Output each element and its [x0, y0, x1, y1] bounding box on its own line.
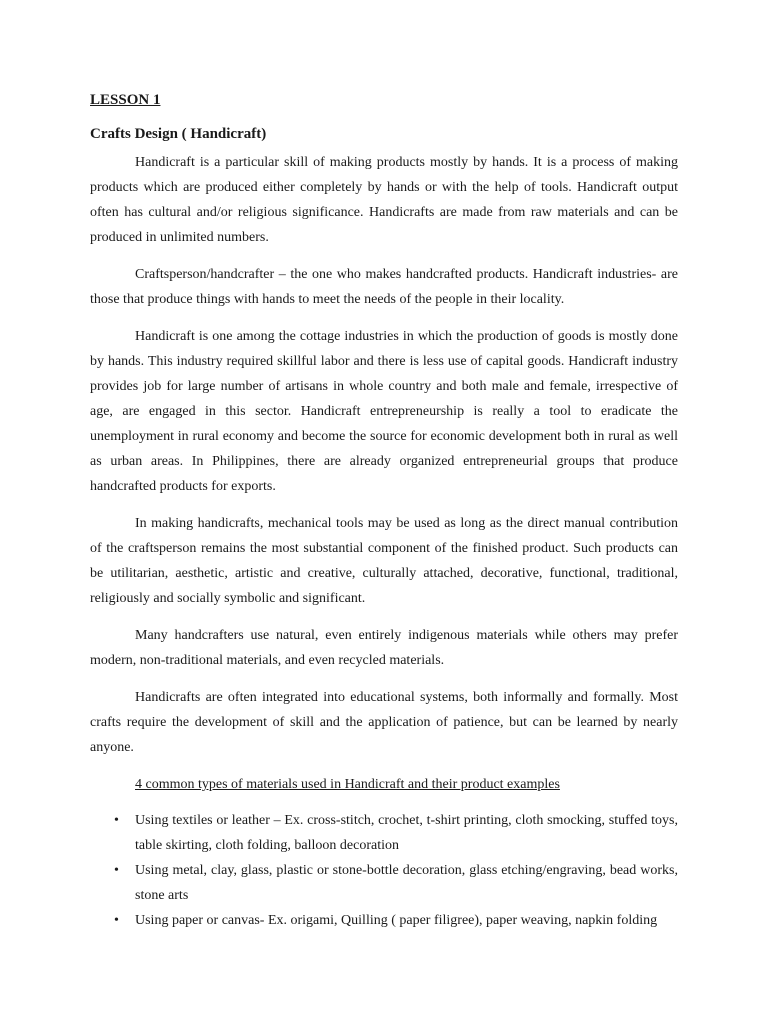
bullet-icon: • [114, 813, 119, 828]
lesson-title: LESSON 1 [90, 92, 161, 108]
paragraph-materials: Many handcrafters use natural, even entirely indigenous materials while others may prefer modern, non-traditional materials, and even recycled materials. [90, 628, 678, 668]
list-item-text: Using metal, clay, glass, plastic or stone-bottle decoration, glass etching/engraving, bead works, stone arts [135, 863, 678, 903]
paragraph-handicraft-definition: Handicraft is a particular skill of making products mostly by hands. It is a process of making products which are produced either completely by hands or with the help of tools. Handicraft output often has cultural and/or religious significance. Handicrafts are made from raw materials and can be produced in unlimited numbers. [90, 155, 678, 245]
document-body [90, 88, 678, 933]
bullet-icon: • [114, 863, 119, 878]
bullet-icon: • [114, 913, 119, 928]
paragraph-mechanical-tools: In making handicrafts, mechanical tools may be used as long as the direct manual contribution of the craftsperson remains the most substantial component of the finished product. Such products can be utilitarian, aesthetic, artistic and creative, culturally attached, decorative, functional, traditional, religiously and socially symbolic and significant. [90, 516, 678, 606]
list-item [90, 858, 678, 908]
list-item [90, 908, 678, 933]
paragraph-cottage-industry: Handicraft is one among the cottage industries in which the production of goods is mostly done by hands. This industry required skillful labor and there is less use of capital goods. Handicraft industry provides job for large number of artisans in whole country and both male and female, irrespective of age, are engaged in this sector. Handicraft entrepreneurship is really a tool to eradicate the unemployment in rural economy and become the source for economic development both in rural as well as urban areas. In Philippines, there are already organized entrepreneurial groups that produce handcrafted products for exports. [90, 329, 678, 494]
paragraph-education: Handicrafts are often integrated into educational systems, both informally and formally. Most crafts require the development of skill and the application of patience, but can be learned by nearly anyone. [90, 690, 678, 755]
materials-list [90, 808, 678, 933]
list-item-text: Using paper or canvas- Ex. origami, Quilling ( paper filigree), paper weaving, napkin folding [135, 913, 658, 928]
materials-heading: 4 common types of materials used in Handicraft and their product examples [135, 777, 560, 792]
paragraph-craftsperson: Craftsperson/handcrafter – the one who makes handcrafted products. Handicraft industries- are those that produce things with hands to meet the needs of the people in their locality. [90, 267, 678, 307]
section-title: Crafts Design ( Handicraft) [90, 126, 267, 142]
list-item-text: Using textiles or leather – Ex. cross-stitch, crochet, t-shirt printing, cloth smocking, stuffed toys, table skirting, cloth folding, balloon decoration [135, 813, 678, 853]
list-item [90, 808, 678, 858]
